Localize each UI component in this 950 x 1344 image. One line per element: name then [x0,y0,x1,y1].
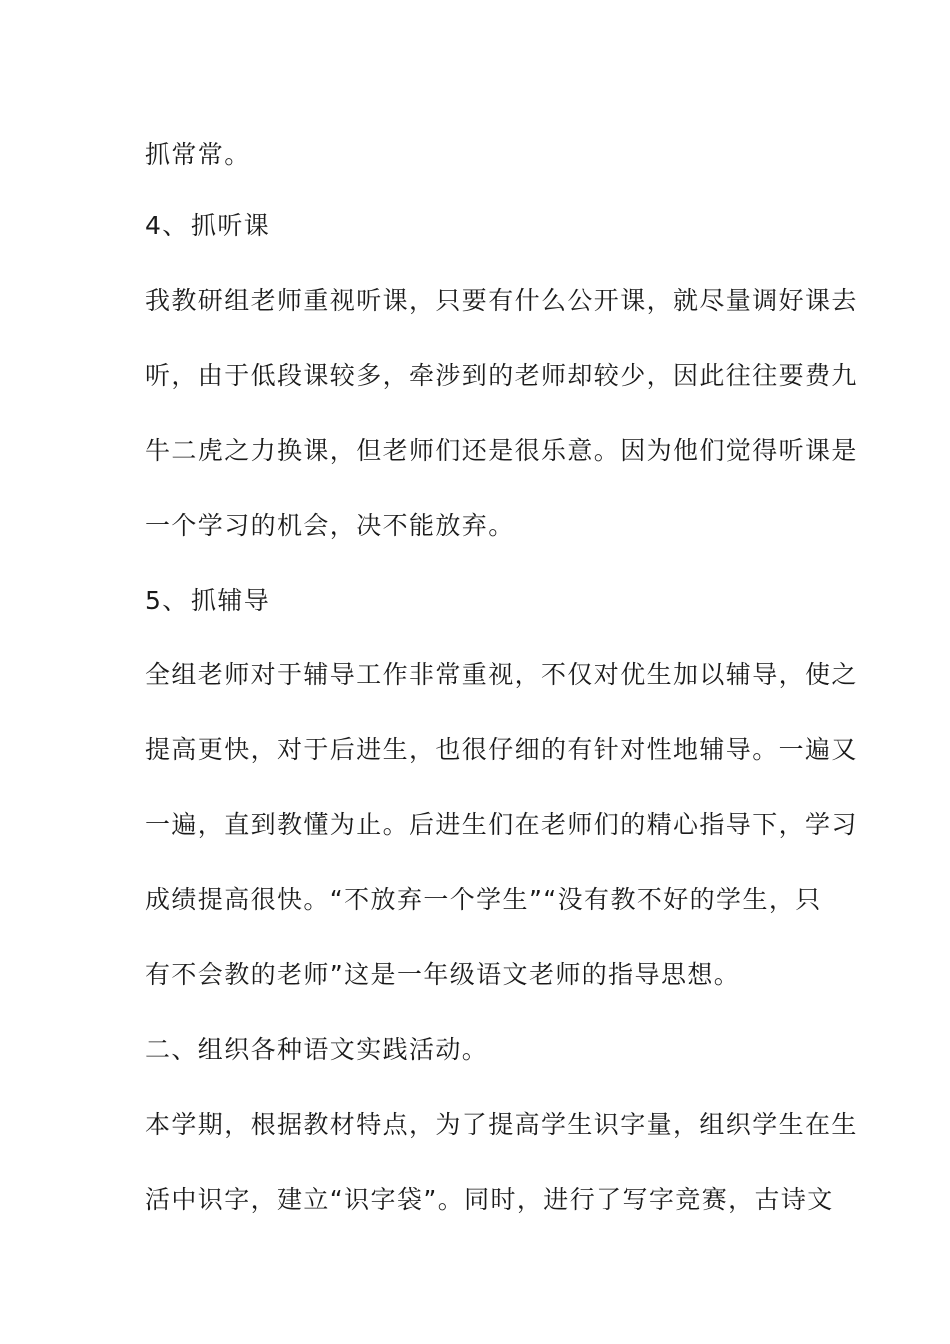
paragraph-line: 听，由于低段课较多，牵涉到的老师却较少，因此往往要费九 [145,361,858,390]
section-heading-2: 二、组织各种语文实践活动。 [145,1035,489,1064]
paragraph-line: 本学期，根据教材特点，为了提高学生识字量，组织学生在生 [145,1110,858,1139]
paragraph-line: 成绩提高很快。“不放弃一个学生”“没有教不好的学生，只 [145,885,822,914]
paragraph-line: 活中识字，建立“识字袋”。同时，进行了写字竞赛，古诗文 [145,1185,834,1214]
paragraph-line: 全组老师对于辅导工作非常重视，不仅对优生加以辅导，使之 [145,660,858,689]
paragraph-line: 一遍，直到教懂为止。后进生们在老师们的精心指导下，学习 [145,810,858,839]
paragraph-line: 一个学习的机会，决不能放弃。 [145,511,515,540]
paragraph-line: 我教研组老师重视听课，只要有什么公开课，就尽量调好课去 [145,286,858,315]
heading-title: 抓听课 [191,211,271,240]
section-heading-5 [145,585,815,617]
paragraph-line: 抓常常。 [145,140,251,169]
heading-number: 4、 [145,211,189,240]
heading-title: 抓辅导 [191,586,271,615]
heading-number: 5、 [145,586,189,615]
paragraph-line: 提高更快，对于后进生，也很仔细的有针对性地辅导。一遍又 [145,735,858,764]
paragraph-line: 牛二虎之力换课，但老师们还是很乐意。因为他们觉得听课是 [145,436,858,465]
section-heading-4 [145,210,815,242]
paragraph-line: 有不会教的老师”这是一年级语文老师的指导思想。 [145,960,741,989]
